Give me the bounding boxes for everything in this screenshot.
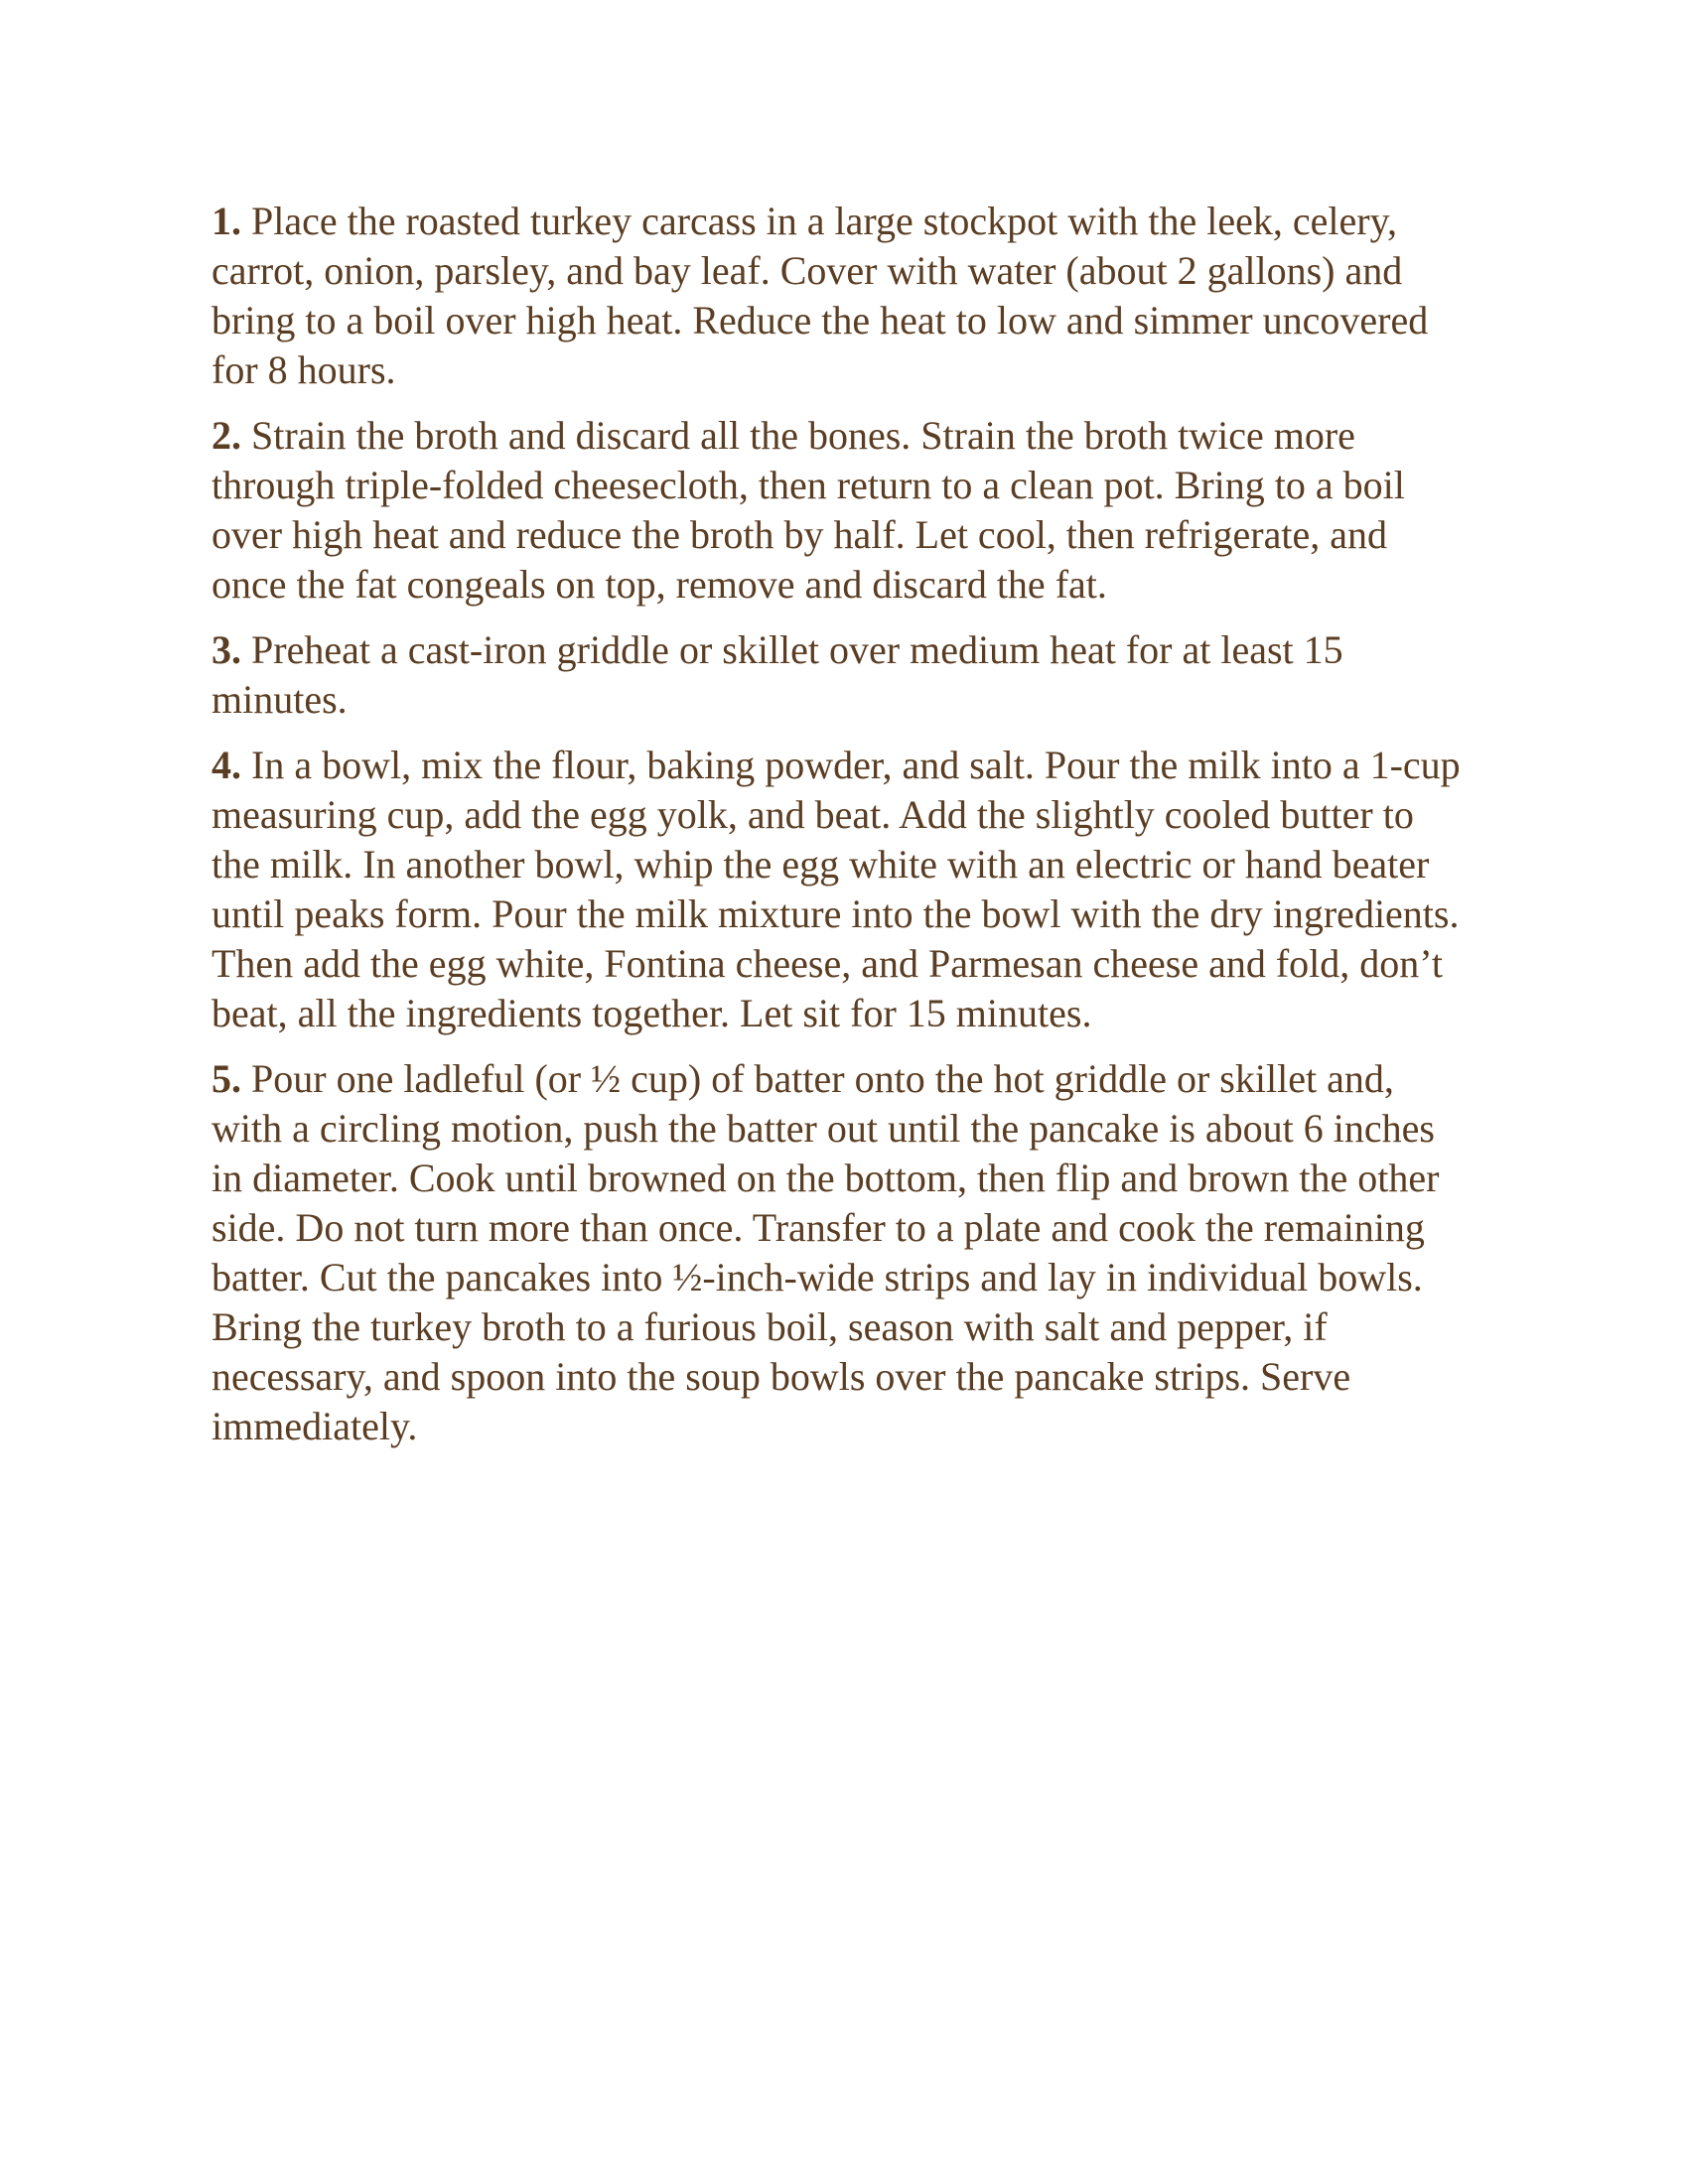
step-text: Pour one ladleful (or ½ cup) of batter onto the hot griddle or skillet and, with a circling motion, push the batter out until the pancake is about 6 inches in diameter. Cook until browned on the bottom, then flip and brown the other side. Do not turn more than once. Transfer to a plate and cook the remaining batter. Cut the pancakes into ½-inch-wide strips and lay in individual bowls. Bring the turkey broth to a furious boil, season with salt and pepper, if necessary, and spoon into the soup bowls over the pancake strips. Serve immediately. <box>211 1056 1440 1448</box>
step-text: Place the roasted turkey carcass in a large stockpot with the leek, celery, carrot, onion, parsley, and bay leaf. Cover with water (about 2 gallons) and bring to a boil over high heat. Reduce the heat to low and simmer uncovered for 8 hours. <box>211 199 1429 392</box>
recipe-steps <box>211 197 1463 1467</box>
step-2 <box>211 411 1463 610</box>
step-number: 4. <box>211 743 241 787</box>
step-text: Preheat a cast-iron griddle or skillet over medium heat for at least 15 minutes. <box>211 627 1343 722</box>
step-4 <box>211 741 1463 1038</box>
step-number: 1. <box>211 199 241 243</box>
step-3 <box>211 625 1463 725</box>
step-number: 3. <box>211 627 241 672</box>
step-5 <box>211 1054 1463 1451</box>
step-1 <box>211 197 1463 395</box>
step-number: 2. <box>211 413 241 458</box>
step-text: In a bowl, mix the flour, baking powder, and salt. Pour the milk into a 1-cup measuring cup, add the egg yolk, and beat. Add the slightly cooled butter to the milk. In another bowl, whip the egg white with an electric or hand beater until peaks form. Pour the milk mixture into the bowl with the dry ingredients. Then add the egg white, Fontina cheese, and Parmesan cheese and fold, don’t beat, all the ingredients together. Let sit for 15 minutes. <box>211 743 1461 1035</box>
step-text: Strain the broth and discard all the bones. Strain the broth twice more through triple-folded cheesecloth, then return to a clean pot. Bring to a boil over high heat and reduce the broth by half. Let cool, then refrigerate, and once the fat congeals on top, remove and discard the fat. <box>211 413 1405 607</box>
step-number: 5. <box>211 1056 241 1101</box>
